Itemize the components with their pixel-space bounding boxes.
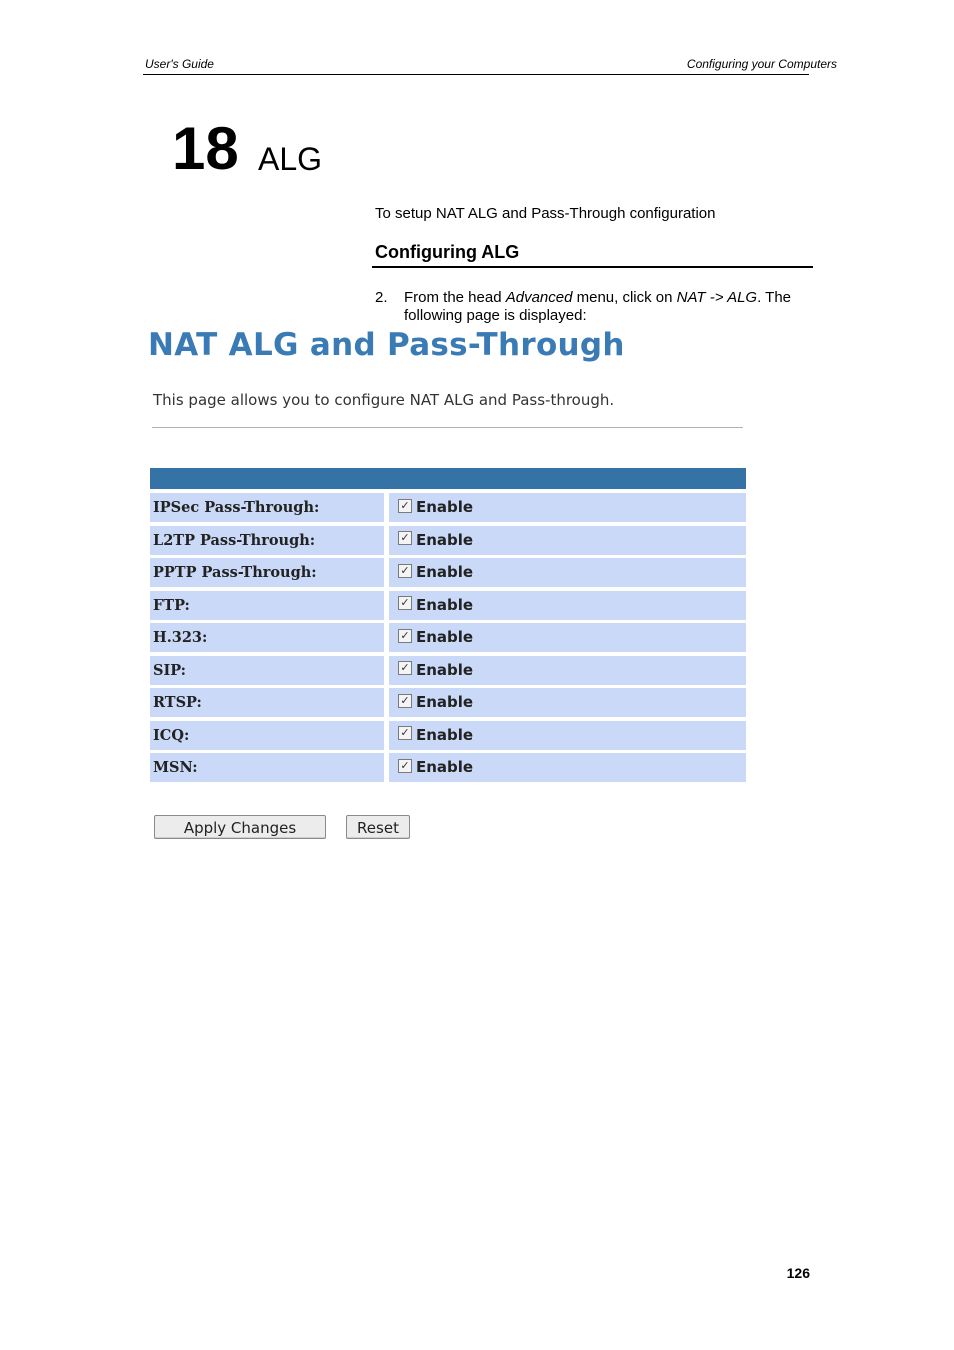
- step-text-3: . The following page is displayed:: [404, 289, 792, 324]
- enable-label: Enable: [416, 530, 474, 549]
- enable-checkbox[interactable]: ✓: [398, 596, 412, 610]
- row-label: H.323:: [150, 623, 384, 652]
- chapter-number: 18: [172, 115, 239, 182]
- enable-checkbox[interactable]: ✓: [398, 726, 412, 740]
- table-row: [150, 591, 746, 620]
- enable-checkbox[interactable]: ✓: [398, 499, 412, 513]
- page-number: 126: [786, 1265, 810, 1281]
- row-value: [389, 721, 746, 750]
- row-label: ICQ:: [150, 721, 384, 750]
- row-label: L2TP Pass-Through:: [150, 526, 384, 555]
- header-rule: [143, 74, 809, 75]
- screenshot-divider: [152, 427, 743, 428]
- step-text: [404, 289, 824, 325]
- step-text-2: menu, click on: [572, 289, 677, 306]
- row-label: PPTP Pass-Through:: [150, 558, 384, 587]
- row-label: RTSP:: [150, 688, 384, 717]
- section-title: Configuring ALG: [375, 242, 520, 262]
- running-header-right: Configuring your Computers: [686, 57, 837, 71]
- enable-label: Enable: [416, 693, 474, 711]
- step-nat-alg: NAT -> ALG: [676, 289, 758, 306]
- row-value: [389, 558, 746, 587]
- row-value: [389, 591, 746, 620]
- row-value: [389, 493, 746, 522]
- row-label: MSN:: [150, 753, 384, 782]
- enable-checkbox[interactable]: ✓: [398, 759, 412, 773]
- table-row: [150, 558, 746, 587]
- section-rule: [372, 266, 813, 268]
- row-label: SIP:: [150, 656, 384, 685]
- table-row: [150, 656, 746, 685]
- apply-changes-button[interactable]: Apply Changes: [154, 815, 326, 839]
- enable-checkbox[interactable]: ✓: [398, 694, 412, 708]
- row-value: [389, 526, 746, 555]
- table-row: [150, 526, 746, 555]
- step-number: 2.: [375, 289, 388, 306]
- running-header-left: User's Guide: [145, 57, 214, 71]
- table-row: [150, 493, 746, 522]
- chapter-title: ALG: [258, 141, 323, 177]
- enable-checkbox[interactable]: ✓: [398, 629, 412, 643]
- row-value: [389, 753, 746, 782]
- table-row: [150, 623, 746, 652]
- enable-label: Enable: [416, 595, 474, 614]
- reset-button[interactable]: Reset: [346, 815, 410, 839]
- enable-label: Enable: [416, 725, 474, 744]
- enable-label: Enable: [416, 498, 474, 516]
- step-text-1: From the head: [404, 289, 506, 306]
- enable-checkbox[interactable]: ✓: [398, 564, 412, 578]
- enable-label: Enable: [416, 660, 474, 679]
- enable-label: Enable: [416, 563, 474, 581]
- row-label: IPSec Pass-Through:: [150, 493, 384, 522]
- row-label: FTP:: [150, 591, 384, 620]
- table-row: [150, 688, 746, 717]
- table-row: [150, 721, 746, 750]
- intro-text: To setup NAT ALG and Pass-Through configuration: [375, 205, 716, 222]
- row-value: [389, 688, 746, 717]
- alg-table-header: [150, 468, 746, 489]
- enable-checkbox[interactable]: ✓: [398, 661, 412, 675]
- enable-label: Enable: [416, 758, 474, 776]
- enable-checkbox[interactable]: ✓: [398, 531, 412, 545]
- table-row: [150, 753, 746, 782]
- enable-label: Enable: [416, 628, 474, 646]
- screenshot-page-title: NAT ALG and Pass-Through: [148, 327, 625, 363]
- step-advanced: Advanced: [505, 289, 573, 306]
- screenshot-page-description: This page allows you to configure NAT ALG and Pass-through.: [153, 391, 615, 409]
- row-value: [389, 656, 746, 685]
- row-value: [389, 623, 746, 652]
